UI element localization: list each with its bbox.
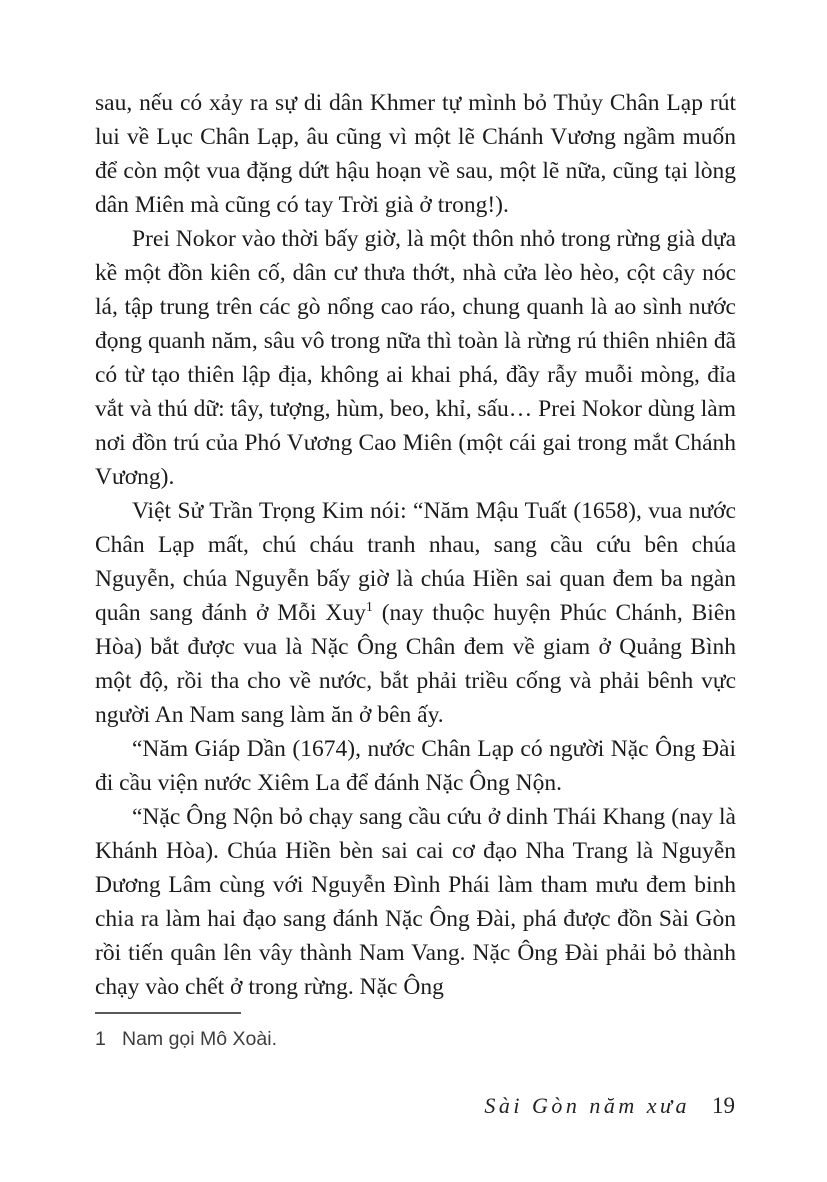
footnote-divider-rule (95, 1012, 241, 1014)
footnote-section (95, 1012, 736, 1051)
page-number: 19 (712, 1093, 735, 1118)
paragraph-viet-su (95, 494, 736, 732)
footnote-text: Nam gọi Mô Xoài. (122, 1028, 277, 1050)
paragraph-nam-giap-dan: “Năm Giáp Dần (1674), nước Chân Lạp có người Nặc Ông Đài đi cầu viện nước Xiêm La để đánh Nặc Ông Nộn. (95, 736, 736, 796)
footnote-number: 1 (95, 1028, 106, 1050)
paragraph-text-before-footnote: Việt Sử Trần Trọng Kim nói: “Năm Mậu Tuất (1658), vua nước Chân Lạp mất, chú cháu tranh nhau, sang cầu cứu bên chúa Nguyễn, chúa Nguyễn bấy giờ là chúa Hiền sai quan đem ba ngàn quân sang đánh ở Mỗi Xuy (95, 498, 736, 626)
paragraph-text-after-footnote: (nay thuộc huyện Phúc Chánh, Biên Hòa) bắt được vua là Nặc Ông Chân đem về giam ở Quảng Bình một độ, rồi tha cho về nước, bắt phải triều cống và phải bênh vực người An Nam sang làm ăn ở bên ấy. (95, 600, 737, 728)
footnote (95, 1027, 736, 1051)
paragraph-nac-ong-non: “Nặc Ông Nộn bỏ chạy sang cầu cứu ở dinh Thái Khang (nay là Khánh Hòa). Chúa Hiền bèn sai cai cơ đạo Nha Trang là Nguyễn Dương Lâm cùng với Nguyễn Đình Phái làm tham mưu đem binh chia ra làm hai đạo sang đánh Nặc Ông Đài, phá được đồn Sài Gòn rồi tiến quân lên vây thành Nam Vang. Nặc Ông Đài phải bỏ thành chạy vào chết ở trong rừng. Nặc Ông (95, 804, 736, 1000)
footnote-reference-mark: 1 (365, 600, 373, 615)
paragraph-prei-nokor: Prei Nokor vào thời bấy giờ, là một thôn nhỏ trong rừng già dựa kề một đồn kiên cố, dân cư thưa thớt, nhà cửa lèo hèo, cột cây nóc lá, tập trung trên các gò nổng cao ráo, chung quanh là ao sình nước đọng quanh năm, sâu vô trong nữa thì toàn là rừng rú thiên nhiên đã có từ tạo thiên lập địa, không ai khai phá, đầy rẫy muỗi mòng, đỉa vắt và thú dữ: tây, tượng, hùm, beo, khỉ, sấu… Prei Nokor dùng làm nơi đồn trú của Phó Vương Cao Miên (một cái gai trong mắt Chánh Vương). (95, 226, 736, 490)
page-footer (484, 1093, 735, 1119)
paragraph-continuation: sau, nếu có xảy ra sự di dân Khmer tự mình bỏ Thủy Chân Lạp rút lui về Lục Chân Lạp, âu cũng vì một lẽ Chánh Vương ngầm muốn để còn một vua đặng dứt hậu hoạn về sau, một lẽ nữa, cũng tại lòng dân Miên mà cũng có tay Trời già ở trong!). (95, 90, 736, 218)
running-book-title: Sài Gòn năm xưa (484, 1093, 690, 1118)
body-text (95, 86, 736, 1004)
